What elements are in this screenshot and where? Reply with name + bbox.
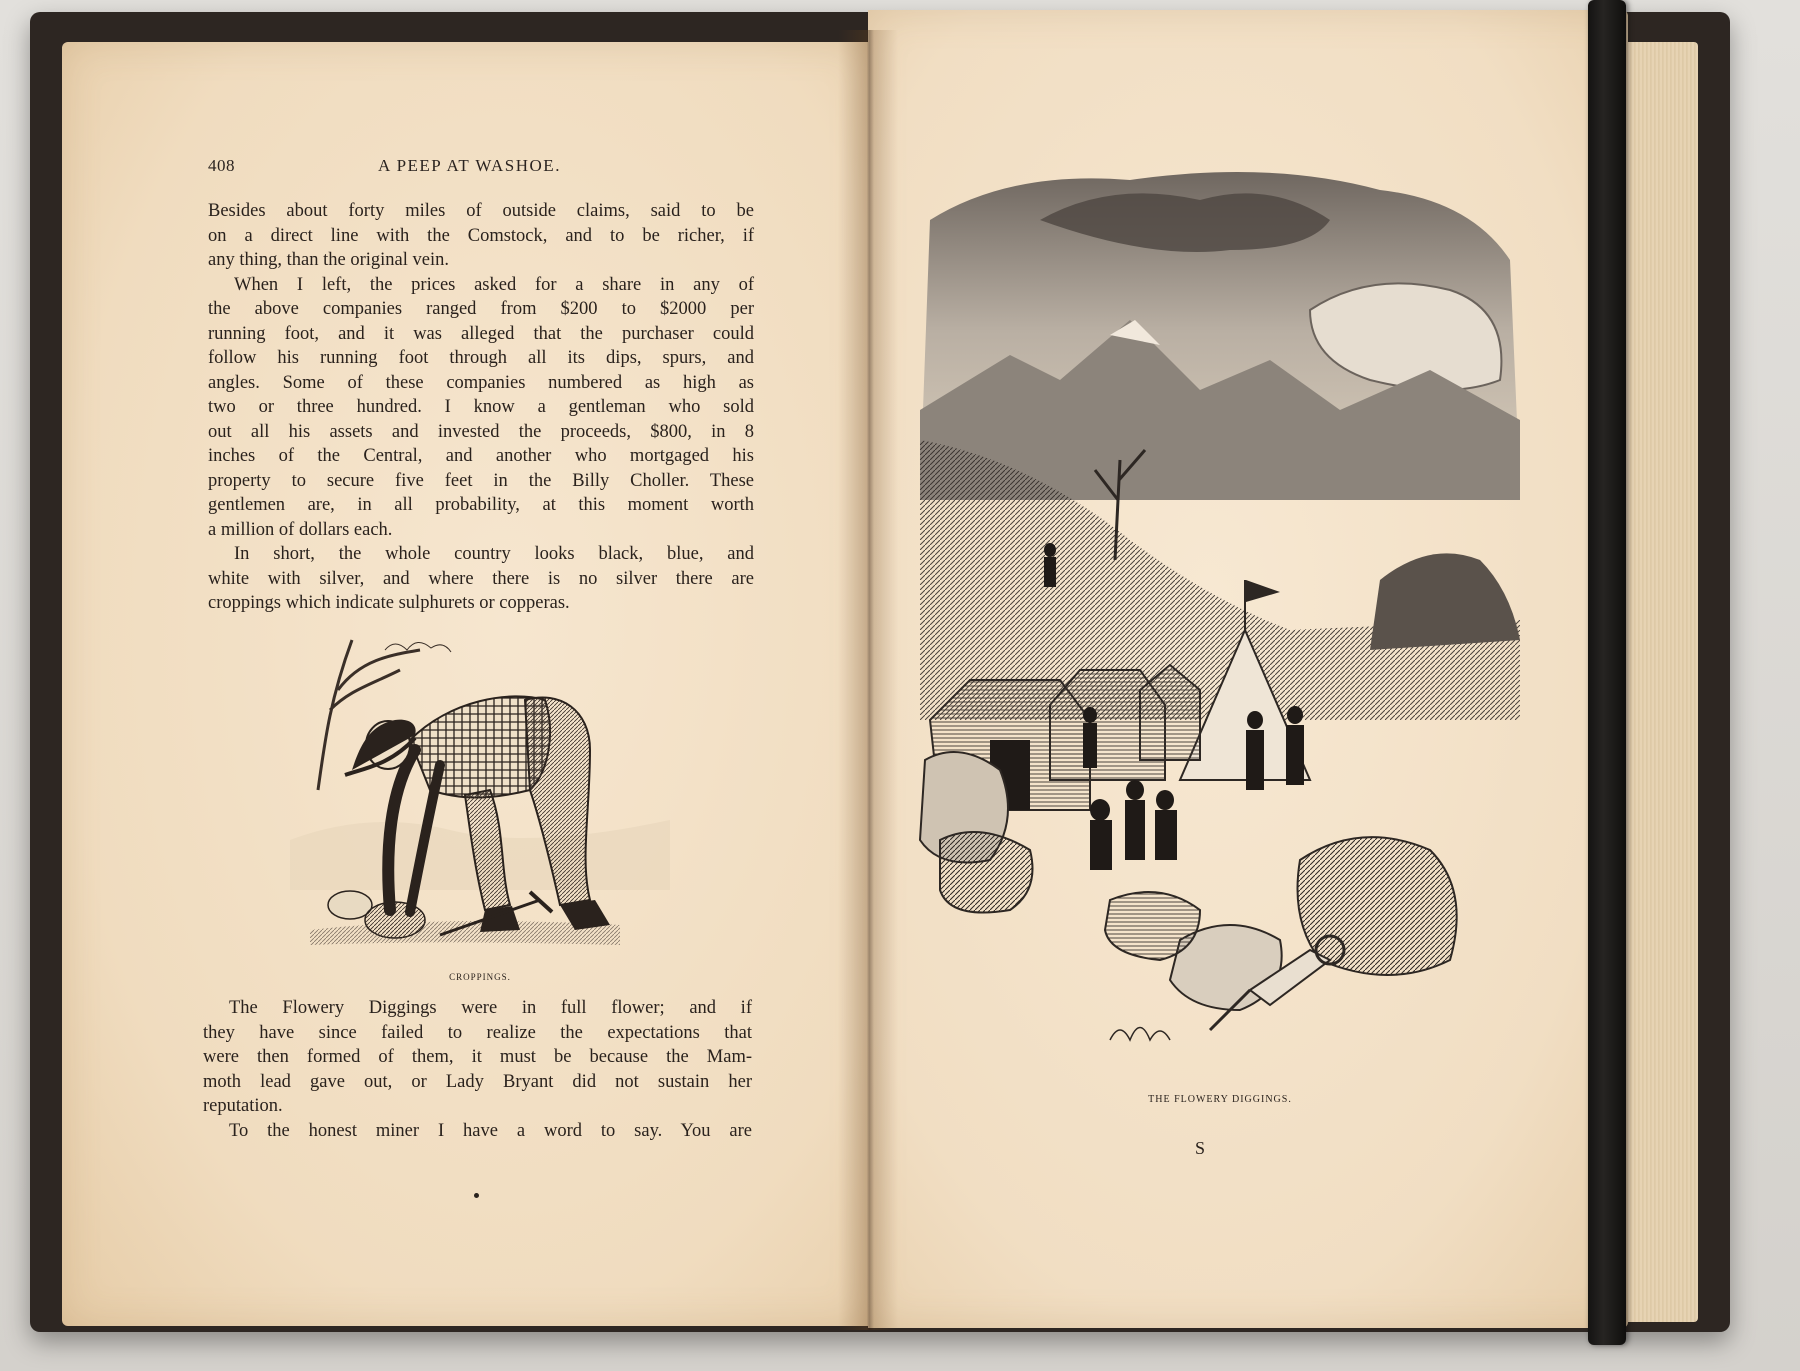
elastic-bookmark-strap [1588, 0, 1626, 1345]
text-line: two or three hundred. I know a gentleman who sold [208, 397, 754, 417]
body-text-bottom [203, 996, 752, 1143]
text-line: gentlemen are, in all probability, at this moment worth [208, 495, 754, 515]
body-text-top [208, 199, 754, 616]
text-line: the above companies ranged from $200 to $2000 per [208, 299, 754, 319]
text-line: out all his assets and invested the proceeds, $800, in 8 [208, 421, 754, 442]
croppings-illustration [290, 630, 670, 970]
running-title: A PEEP AT WASHOE. [378, 156, 561, 175]
text-line: running foot, and it was alleged that the purchaser could [208, 323, 754, 344]
text-line: Besides about forty miles of outside claims, said to be [208, 201, 754, 221]
text-line: croppings which indicate sulphurets or copperas. [208, 593, 570, 613]
text-line: inches of the Central, and another who mortgaged his [208, 446, 754, 466]
flowery-diggings-illustration [910, 160, 1530, 1080]
text-line: When I left, the prices asked for a share in any of [234, 274, 754, 295]
ink-spot [474, 1193, 479, 1198]
text-line: they have since failed to realize the expectations that [203, 1022, 752, 1043]
flowery-diggings-caption: THE FLOWERY DIGGINGS. [1148, 1094, 1292, 1105]
text-line: property to secure five feet in the Billy Choller. These [208, 470, 754, 491]
text-line: reputation. [203, 1096, 283, 1116]
text-line: white with silver, and where there is no silver there are [208, 568, 754, 589]
text-line: were then formed of them, it must be because the Mam- [203, 1047, 752, 1067]
signature-mark: S [1194, 1138, 1205, 1158]
text-line: angles. Some of these companies numbered as high as [208, 372, 754, 393]
page-edges [1628, 42, 1698, 1322]
text-line: To the honest miner I have a word to say. You are [229, 1120, 752, 1141]
croppings-caption: CROPPINGS. [449, 972, 511, 982]
text-line: The Flowery Diggings were in full flower; and if [229, 998, 752, 1018]
text-line: follow his running foot through all its dips, spurs, and [208, 348, 754, 368]
text-line: on a direct line with the Comstock, and to be richer, if [208, 225, 754, 246]
page-number: 408 [208, 156, 235, 175]
text-line: a million of dollars each. [208, 519, 393, 540]
text-line: moth lead gave out, or Lady Bryant did not sustain her [203, 1071, 752, 1092]
text-line: In short, the whole country looks black, blue, and [234, 544, 754, 564]
text-line: any thing, than the original vein. [208, 250, 449, 270]
